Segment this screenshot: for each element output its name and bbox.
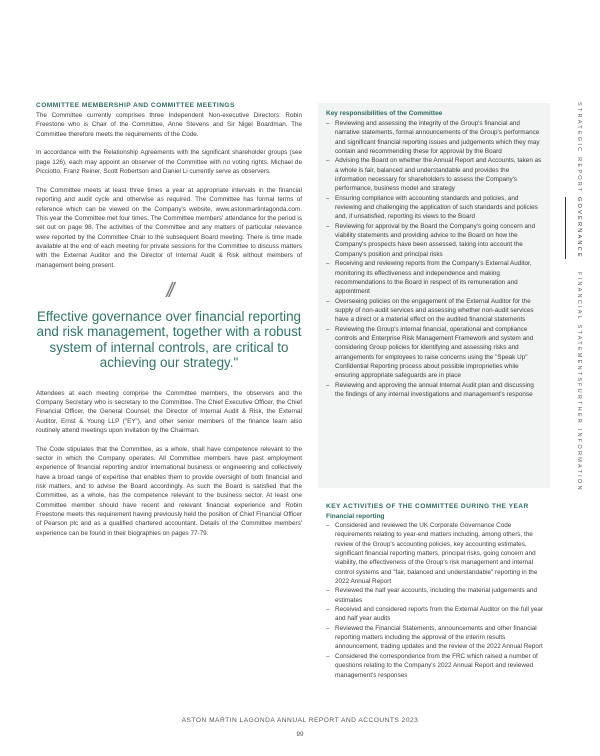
key-activities-section <box>326 502 548 680</box>
list-item: – Considered and reviewed the UK Corporate Governance Code requirements relating to year-end matters including, among others, the review of the Group's accounting policies, key accounting estimates, significant financial reporting matters, principal risks, going concern and viability, the effectiveness of the Group's risk management and internal control systems and "fair, balanced and understandable" reporting in the 2022 Annual Report <box>326 521 548 586</box>
financial-reporting-subheading: Financial reporting <box>326 513 385 520</box>
list-item: – Ensuring compliance with accounting standards and policies, and reviewing and challenging the application of such standards and policies and, if unsatisfied, reporting its views to the Board <box>326 194 542 222</box>
paragraph: The Code stipulates that the Committee, as a whole, shall have competence relevant to the sector in which the Company operates. All Committee members have past employment experience of financial reporting and/or international business or engineering and collectively have a broad range of expertise that enables them to provide oversight of both financial and risk matters, and to advise the Board accordingly. As such the Board is satisfied that the Committee, as a whole, has the competence relevant to the business sector. At least one Committee member should have recent and relevant financial experience and Robin Freestone meets this requirement having previously held the position of Chief Financial Officer of Pearson plc and as a qualified chartered accountant. Details of the Committee members' experience can be found in their biographies on pages 77-79. <box>36 445 302 537</box>
pull-quote <box>36 280 302 371</box>
list-item: – Received and considered reports from the External Auditor on the full year and half year audits <box>326 605 548 624</box>
list-item: – Advising the Board on whether the Annual Report and Accounts, taken as a whole is fair, balanced and understandable and provides the information necessary for shareholders to assess the Company's performance, business model and strategy <box>326 156 542 193</box>
list-item: – Reviewing and approving the annual Internal Audit plan and discussing the findings of any internal investigations and management's response <box>326 381 542 400</box>
paragraph: Attendees at each meeting comprise the Committee members, the observers and the Company Secretary who is secretary to the Committee. The Chief Executive Officer, the Chief Financial Officer, the General Counsel, the Director of Internal Audit & Risk, the External Auditor, Ernst & Young LLP ("EY"), and other senior members of the finance team also routinely attend meetings upon invitation by the Chairman. <box>36 389 302 434</box>
membership-heading: COMMITTEE MEMBERSHIP AND COMMITTEE MEETINGS <box>36 102 235 109</box>
responsibilities-title: Key responsibilities of the Committee <box>326 110 443 117</box>
list-item: – Reviewing for approval by the Board the Company's going concern and viability statements and providing advice to the Board on how the Company's prospects have been assessed, taking into account the Company's position and principal risks <box>326 222 542 259</box>
list-item: – Considered the correspondence from the FRC which raised a number of questions relating to the Company's 2022 Annual Report and reviewed management's responses <box>326 652 548 680</box>
paragraph: The Committee currently comprises three Independent Non-executive Directors: Robin Freestone who is Chair of the Committee, Anne Stevens and Sir Nigel Boardman. The Committee therefore meets the requirements of the Code. <box>36 112 302 138</box>
side-nav-governance[interactable]: GOVERNANCE <box>566 197 582 259</box>
paragraph: In accordance with the Relationship Agreements with the significant shareholder groups (see page 126), each may appoint an observer of the Committee with no voting rights. Michael de Picciotto, Franz Reiner, Scott Robertson and Daniel Li currently serve as observers. <box>36 149 302 176</box>
page-footer <box>0 717 600 738</box>
paragraph: The Committee meets at least three times a year at appropriate intervals in the financial reporting and audit cycle and otherwise as required. The Committee has formal terms of reference which can be viewed on the Company's website, www.astonmartinlagonda.com. This year the Committee met four times. The Committee members' attendance for the period is set out on page 98. The activities of the Committee and any matters of particular relevance were reported by the Committee Chair to the subsequent Board meeting. There is time made available at the end of each meeting for private sessions for the Committee to discuss matters with the External Auditor and the Director of Internal Audit & Risk without members of management being present. <box>36 186 302 269</box>
activities-list <box>326 521 548 680</box>
quote-text: Effective governance over financial reporting and risk management, together with a robust system of internal controls, are critical to achieving our strategy." <box>36 308 302 371</box>
page-number: 99 <box>296 731 304 738</box>
side-nav-financial-statements[interactable]: FINANCIAL STATEMENTS <box>576 272 582 384</box>
report-title: ASTON MARTIN LAGONDA ANNUAL REPORT AND ACCOUNTS 2023 <box>181 717 419 724</box>
side-nav-strategic-report[interactable]: STRATEGIC REPORT <box>576 102 582 194</box>
responsibilities-list <box>326 119 542 399</box>
list-item: – Receiving and reviewing reports from the Company's External Auditor, monitoring its effectiveness and independence and making recommendations to the Board in respect of its remuneration and appointment <box>326 259 542 296</box>
list-item: – Reviewed the Financial Statements, announcements and other financial reporting matters including the approval of the interim results announcement, trading updates and the review of the 2022 Annual Report <box>326 624 548 652</box>
responsibilities-box <box>318 103 550 488</box>
list-item: – Overseeing policies on the engagement of the External Auditor for the supply of non-audit services and assessing whether non-audit services have a direct or a material effect on the audited financial statements <box>326 297 542 325</box>
list-item: – Reviewing the Group's internal financial, operational and compliance controls and Enterprise Risk Management Framework and system and considering Group policies for identifying and assessing risks and arrangements for employees to raise concerns using the "Speak Up" Confidential Reporting process about possible improprieties while ensuring appropriate safeguards are in place <box>326 325 542 381</box>
list-item: – Reviewing and assessing the integrity of the Group's financial and narrative statements, formal announcements of the Group's performance and significant financial reporting issues and judgements which they may contain and recommending these for approval by the Board <box>326 119 542 156</box>
section-side-nav <box>566 0 582 756</box>
activities-heading: KEY ACTIVITIES OF THE COMMITTEE DURING THE YEAR <box>326 503 529 510</box>
list-item: – Reviewed the half year accounts, including the material judgements and estimates <box>326 586 548 605</box>
quote-mark-icon: // <box>166 279 172 302</box>
side-nav-further-information[interactable]: FURTHER INFORMATION <box>576 383 582 492</box>
left-column <box>36 101 302 548</box>
